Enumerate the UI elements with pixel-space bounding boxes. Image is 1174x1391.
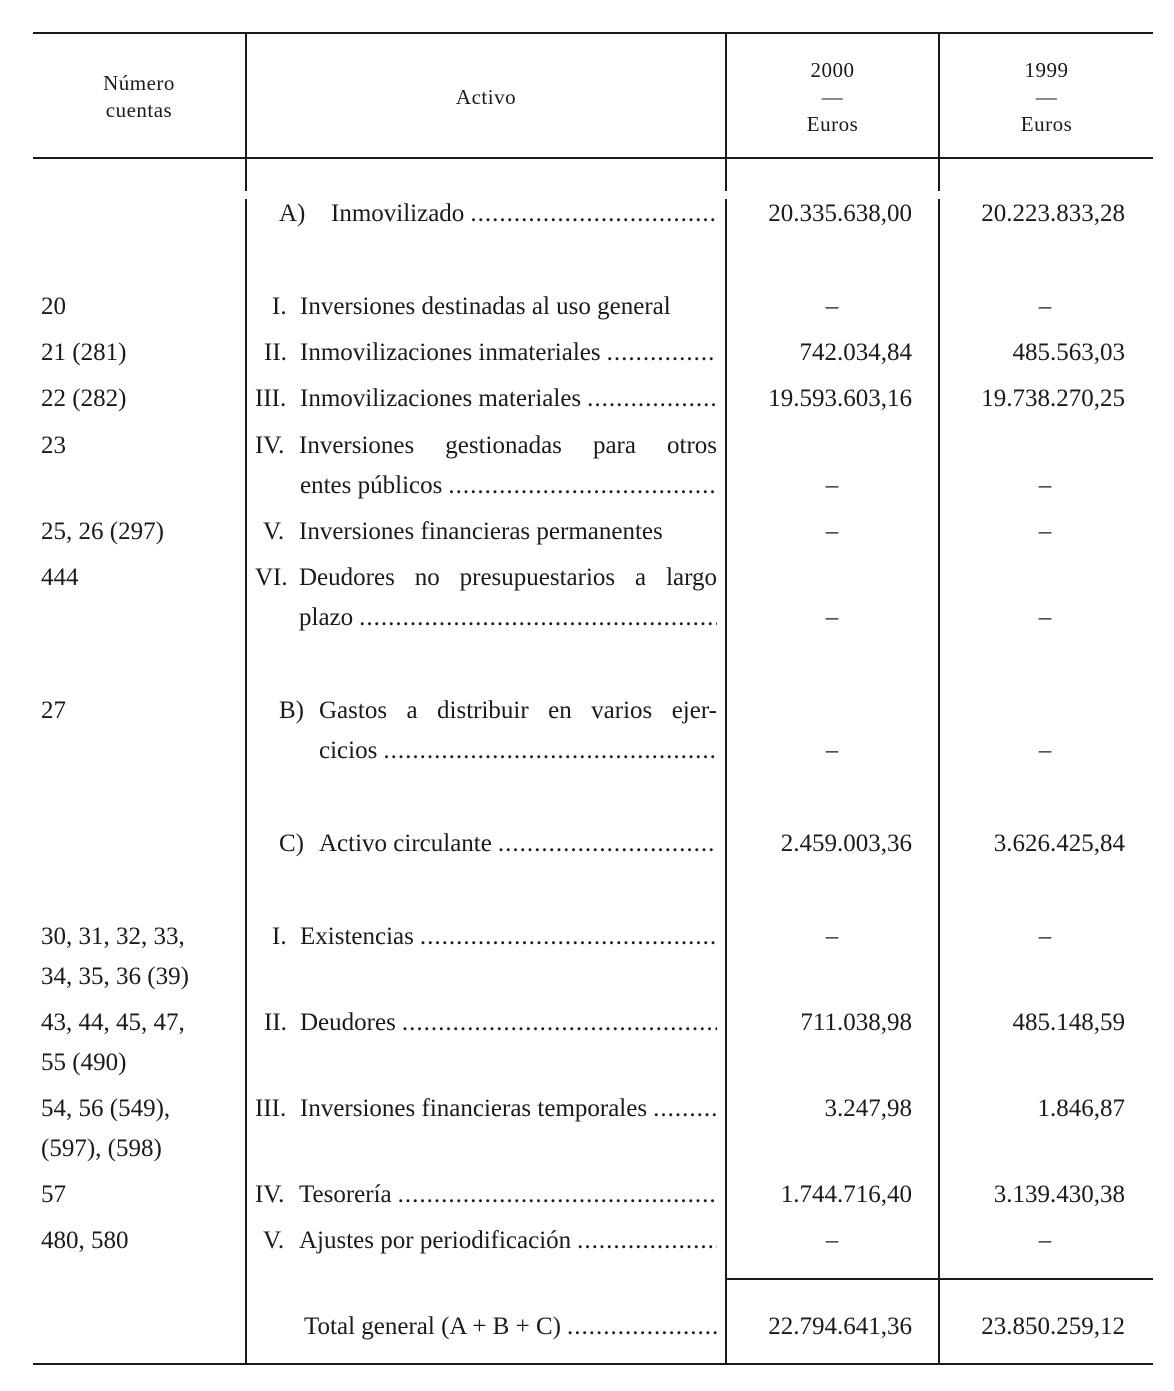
row-total-2000: 22.794.641,36	[768, 1313, 912, 1340]
row-c5-roman: V.	[263, 1227, 285, 1254]
row-c3-roman: III.	[255, 1095, 287, 1122]
row-c4-2000: 1.744.716,40	[780, 1181, 912, 1208]
row-total-label: Total general (A + B + C) .....	[304, 1307, 717, 1347]
row-a1-label: Inversiones destinadas al uso general	[300, 293, 671, 320]
row-c2-accounts-line2: 55 (490)	[41, 1049, 127, 1076]
table-bottom-rule	[33, 1363, 1153, 1365]
col-divider-2-lower	[725, 199, 727, 1364]
row-a4-roman: IV.	[255, 432, 285, 459]
row-c1-1999: –	[1038, 923, 1052, 950]
row-c3-label: Inversiones financieras temporales .....	[300, 1089, 717, 1129]
row-a3-2000: 19.593.603,16	[768, 385, 912, 412]
row-c5-2000: –	[825, 1227, 839, 1254]
col-divider-1-lower	[245, 199, 247, 1364]
row-c-letter: C)	[279, 830, 304, 857]
row-a1-2000: –	[825, 293, 839, 320]
row-a-2000: 20.335.638,00	[768, 200, 912, 227]
row-a4-1999: –	[1038, 472, 1052, 499]
row-c4-accounts: 57	[41, 1181, 66, 1208]
row-a1-accounts: 20	[41, 293, 66, 320]
row-a-1999: 20.223.833,28	[981, 200, 1125, 227]
row-c2-roman: II.	[264, 1009, 287, 1036]
row-c4-label: Tesorería .....	[299, 1175, 717, 1215]
row-a3-accounts: 22 (282)	[41, 385, 127, 412]
table-top-rule	[33, 32, 1153, 34]
row-c1-accounts-line1: 30, 31, 32, 33,	[41, 923, 185, 950]
row-a3-1999: 19.738.270,25	[981, 385, 1125, 412]
header-1999: 1999 — Euros	[1020, 58, 1073, 136]
row-c-1999: 3.626.425,84	[993, 830, 1125, 857]
row-b-label-line2: cicios .....	[319, 731, 717, 771]
row-a-label: Inmovilizado .....	[331, 194, 717, 234]
row-c2-1999: 485.148,59	[1012, 1009, 1125, 1036]
row-a-letter: A)	[279, 200, 306, 227]
row-c3-accounts-line1: 54, 56 (549),	[41, 1095, 171, 1122]
row-a1-1999: –	[1038, 293, 1052, 320]
row-a5-roman: V.	[263, 518, 285, 545]
row-c1-2000: –	[825, 923, 839, 950]
row-b-accounts: 27	[41, 697, 66, 724]
row-c2-label: Deudores .....	[300, 1003, 717, 1043]
row-a4-label-line1: Inversiones gestionadas para otros	[299, 432, 717, 459]
row-a2-accounts: 21 (281)	[41, 339, 127, 366]
row-a6-1999: –	[1038, 604, 1052, 631]
row-c1-accounts-line2: 34, 35, 36 (39)	[41, 963, 189, 990]
row-a5-label: Inversiones financieras permanentes	[299, 518, 663, 545]
row-a2-1999: 485.563,03	[1012, 339, 1125, 366]
col-divider-3-lower	[938, 199, 940, 1364]
row-a6-accounts: 444	[41, 564, 79, 591]
row-a4-accounts: 23	[41, 432, 66, 459]
row-c3-1999: 1.846,87	[1037, 1095, 1125, 1122]
row-a3-label: Inmovilizaciones materiales .....	[300, 379, 717, 419]
row-c1-label: Existencias .....	[300, 917, 717, 957]
row-c5-label: Ajustes por periodificación .....	[299, 1221, 717, 1261]
row-a6-2000: –	[825, 604, 839, 631]
header-bottom-rule	[33, 157, 1153, 159]
row-c4-1999: 3.139.430,38	[993, 1181, 1125, 1208]
row-c3-2000: 3.247,98	[824, 1095, 912, 1122]
row-a6-roman: VI.	[255, 564, 288, 591]
row-b-1999: –	[1038, 737, 1052, 764]
header-2000: 2000 — Euros	[806, 58, 859, 136]
row-c3-accounts-line2: (597), (598)	[41, 1135, 162, 1162]
row-a6-label-line1: Deudores no presupuestarios a largo	[299, 564, 717, 591]
row-b-label-line1: Gastos a distribuir en varios ejer-	[319, 697, 717, 724]
row-a3-roman: III.	[255, 385, 287, 412]
row-c5-1999: –	[1038, 1227, 1052, 1254]
row-c1-roman: I.	[272, 923, 287, 950]
row-c2-accounts-line1: 43, 44, 45, 47,	[41, 1009, 185, 1036]
row-c-label: Activo circulante .....	[319, 824, 717, 864]
row-c5-accounts: 480, 580	[41, 1227, 129, 1254]
row-a4-label-line2: entes públicos .....	[300, 466, 717, 506]
row-total-1999: 23.850.259,12	[981, 1313, 1125, 1340]
row-a5-1999: –	[1038, 518, 1052, 545]
header-cuentas: Número cuentas	[103, 71, 175, 122]
row-a1-roman: I.	[272, 293, 287, 320]
row-a2-label: Inmovilizaciones inmateriales .....	[300, 333, 717, 373]
header-activo: Activo	[455, 85, 517, 109]
row-c2-2000: 711.038,98	[800, 1009, 912, 1036]
row-a5-accounts: 25, 26 (297)	[41, 518, 164, 545]
row-b-2000: –	[825, 737, 839, 764]
row-c4-roman: IV.	[255, 1181, 285, 1208]
col-divider-1-upper	[245, 33, 247, 191]
row-a2-2000: 742.034,84	[799, 339, 912, 366]
row-a6-label-line2: plazo .....	[299, 598, 717, 638]
row-b-letter: B)	[279, 697, 304, 724]
row-a4-2000: –	[825, 472, 839, 499]
row-a5-2000: –	[825, 518, 839, 545]
row-a2-roman: II.	[264, 339, 287, 366]
row-c-2000: 2.459.003,36	[780, 830, 912, 857]
